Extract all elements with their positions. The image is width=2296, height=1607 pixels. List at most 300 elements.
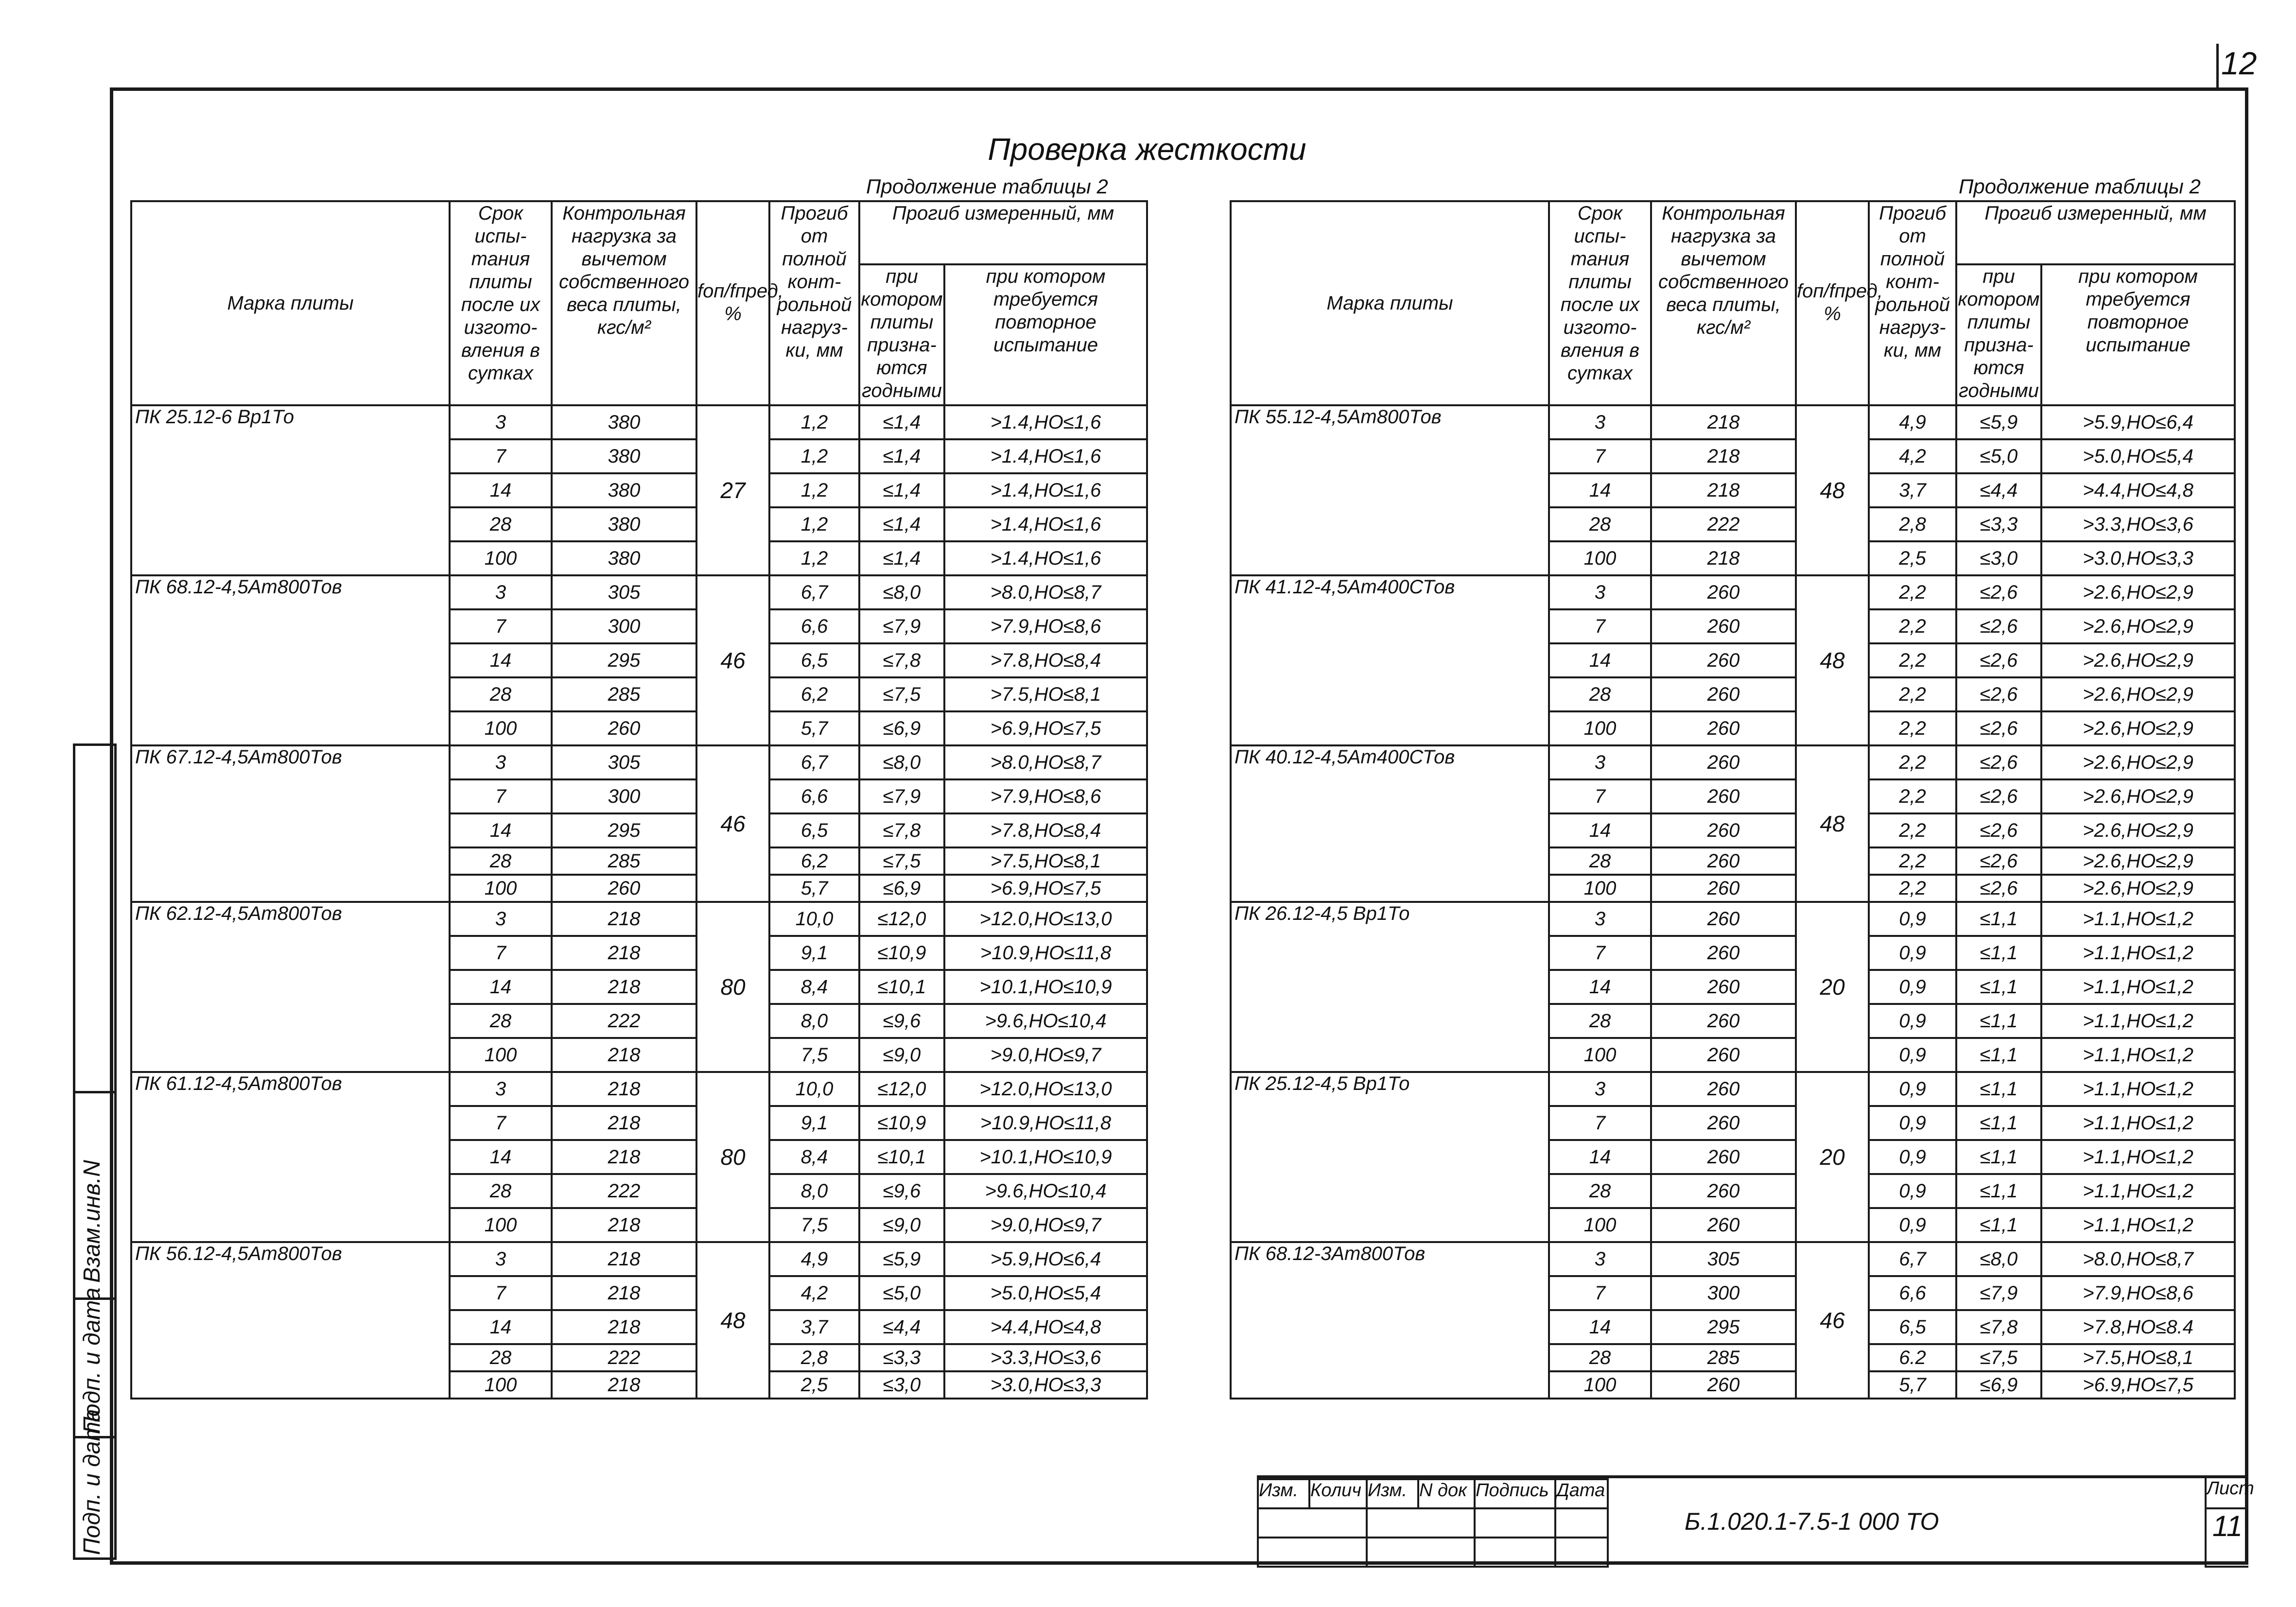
tb-cell xyxy=(1257,1537,1368,1568)
side-stamp-top-box xyxy=(73,743,117,1093)
accepted-deflection-cell: ≤1,1 xyxy=(1956,1004,2041,1038)
test-term-cell: 100 xyxy=(450,1371,552,1399)
full-deflection-cell: 7,5 xyxy=(769,1208,859,1242)
page-title: Проверка жесткости xyxy=(988,132,1306,167)
full-deflection-cell: 1,2 xyxy=(769,541,859,575)
full-deflection-cell: 10,0 xyxy=(769,1072,859,1106)
full-deflection-cell: 8,4 xyxy=(769,970,859,1004)
full-deflection-cell: 2,8 xyxy=(769,1344,859,1371)
retest-deflection-cell: >7.5,НО≤8,1 xyxy=(944,677,1147,711)
full-deflection-cell: 5,7 xyxy=(769,711,859,745)
accepted-deflection-cell: ≤1,1 xyxy=(1956,970,2041,1004)
full-deflection-cell: 6,2 xyxy=(769,677,859,711)
retest-deflection-cell: >10.9,НО≤11,8 xyxy=(944,936,1147,970)
retest-deflection-cell: >8.0,НО≤8,7 xyxy=(2041,1242,2235,1276)
full-deflection-cell: 1,2 xyxy=(769,405,859,439)
control-load-cell: 380 xyxy=(552,405,696,439)
test-term-cell: 100 xyxy=(450,711,552,745)
retest-deflection-cell: >5.0,НО≤5,4 xyxy=(2041,439,2235,473)
plate-mark: ПК 25.12-6 Вр1То xyxy=(131,405,450,575)
retest-deflection-cell: >1.4,НО≤1,6 xyxy=(944,541,1147,575)
test-term-cell: 3 xyxy=(450,575,552,609)
control-load-cell: 260 xyxy=(1651,711,1796,745)
full-deflection-cell: 4,2 xyxy=(769,1276,859,1310)
accepted-deflection-cell: ≤1,1 xyxy=(1956,902,2041,936)
tb-cell xyxy=(1257,1507,1368,1538)
full-deflection-cell: 4,9 xyxy=(769,1242,859,1276)
full-deflection-cell: 0,9 xyxy=(1869,1072,1956,1106)
test-term-cell: 100 xyxy=(1549,541,1651,575)
test-term-cell: 100 xyxy=(1549,1038,1651,1072)
retest-deflection-cell: >8.0,НО≤8,7 xyxy=(944,575,1147,609)
control-load-cell: 260 xyxy=(552,711,696,745)
full-deflection-cell: 2,5 xyxy=(1869,541,1956,575)
accepted-deflection-cell: ≤10,1 xyxy=(859,1140,944,1174)
control-load-cell: 218 xyxy=(1651,473,1796,507)
test-term-cell: 3 xyxy=(1549,1072,1651,1106)
tb-sheet-value: 11 xyxy=(2205,1507,2248,1568)
control-load-cell: 260 xyxy=(1651,902,1796,936)
retest-deflection-cell: >1.1,НО≤1,2 xyxy=(2041,1140,2235,1174)
accepted-deflection-cell: ≤1,4 xyxy=(859,507,944,541)
retest-deflection-cell: >2.6,НО≤2,9 xyxy=(2041,745,2235,779)
accepted-deflection-cell: ≤3,0 xyxy=(1956,541,2041,575)
test-term-cell: 14 xyxy=(1549,1310,1651,1344)
retest-deflection-cell: >9.6,НО≤10,4 xyxy=(944,1174,1147,1208)
accepted-deflection-cell: ≤1,1 xyxy=(1956,1106,2041,1140)
full-deflection-cell: 7,5 xyxy=(769,1038,859,1072)
full-deflection-cell: 1,2 xyxy=(769,473,859,507)
control-load-cell: 305 xyxy=(1651,1242,1796,1276)
full-deflection-cell: 8,4 xyxy=(769,1140,859,1174)
retest-deflection-cell: >2.6,НО≤2,9 xyxy=(2041,609,2235,643)
control-load-cell: 260 xyxy=(1651,1106,1796,1140)
header-mark: Марка плиты xyxy=(1231,201,1549,405)
test-term-cell: 7 xyxy=(1549,609,1651,643)
test-term-cell: 7 xyxy=(450,779,552,813)
retest-deflection-cell: >3.0,НО≤3,3 xyxy=(944,1371,1147,1399)
full-deflection-cell: 0,9 xyxy=(1869,936,1956,970)
table-row xyxy=(131,745,1147,779)
control-load-cell: 300 xyxy=(1651,1276,1796,1310)
test-term-cell: 14 xyxy=(450,813,552,847)
retest-deflection-cell: >1.1,НО≤1,2 xyxy=(2041,1174,2235,1208)
full-deflection-cell: 2,2 xyxy=(1869,779,1956,813)
control-load-cell: 218 xyxy=(552,936,696,970)
control-load-cell: 218 xyxy=(1651,405,1796,439)
table-row xyxy=(1231,1072,2235,1106)
accepted-deflection-cell: ≤2,6 xyxy=(1956,779,2041,813)
deflection-ratio-cell: 20 xyxy=(1796,1072,1869,1242)
full-deflection-cell: 5,7 xyxy=(1869,1371,1956,1399)
test-term-cell: 7 xyxy=(450,1106,552,1140)
tb-h-podpis: Подпись xyxy=(1474,1478,1556,1509)
control-load-cell: 260 xyxy=(1651,1004,1796,1038)
header-accepted: при котором плиты призна-ются годными xyxy=(1956,264,2041,405)
retest-deflection-cell: >1.4,НО≤1,6 xyxy=(944,439,1147,473)
table-row xyxy=(1231,405,2235,439)
control-load-cell: 260 xyxy=(1651,1140,1796,1174)
tb-cell xyxy=(1554,1507,1609,1538)
retest-deflection-cell: >1.1,НО≤1,2 xyxy=(2041,1106,2235,1140)
accepted-deflection-cell: ≤2,6 xyxy=(1956,575,2041,609)
full-deflection-cell: 6,5 xyxy=(769,813,859,847)
accepted-deflection-cell: ≤9,6 xyxy=(859,1004,944,1038)
test-term-cell: 7 xyxy=(450,609,552,643)
retest-deflection-cell: >10.9,НО≤11,8 xyxy=(944,1106,1147,1140)
accepted-deflection-cell: ≤7,8 xyxy=(859,643,944,677)
accepted-deflection-cell: ≤2,6 xyxy=(1956,847,2041,875)
retest-deflection-cell: >3.3,НО≤3,6 xyxy=(944,1344,1147,1371)
table-row xyxy=(1231,575,2235,609)
table-row xyxy=(131,405,1147,439)
header-full-deflection: Прогиб от полной конт-рольной нагруз-ки, мм xyxy=(769,201,859,405)
tb-h-ndok: N док xyxy=(1417,1478,1476,1509)
accepted-deflection-cell: ≤2,6 xyxy=(1956,711,2041,745)
accepted-deflection-cell: ≤6,9 xyxy=(859,711,944,745)
retest-deflection-cell: >1.1,НО≤1,2 xyxy=(2041,1038,2235,1072)
retest-deflection-cell: >2.6,НО≤2,9 xyxy=(2041,711,2235,745)
control-load-cell: 218 xyxy=(552,902,696,936)
retest-deflection-cell: >6.9,НО≤7,5 xyxy=(944,875,1147,902)
retest-deflection-cell: >3.0,НО≤3,3 xyxy=(2041,541,2235,575)
test-term-cell: 3 xyxy=(1549,575,1651,609)
control-load-cell: 218 xyxy=(1651,541,1796,575)
accepted-deflection-cell: ≤3,3 xyxy=(1956,507,2041,541)
test-term-cell: 28 xyxy=(450,847,552,875)
accepted-deflection-cell: ≤4,4 xyxy=(859,1310,944,1344)
control-load-cell: 260 xyxy=(1651,779,1796,813)
control-load-cell: 380 xyxy=(552,439,696,473)
test-term-cell: 7 xyxy=(450,936,552,970)
control-load-cell: 218 xyxy=(552,1276,696,1310)
page-number-divider xyxy=(2216,44,2219,90)
control-load-cell: 222 xyxy=(552,1174,696,1208)
control-load-cell: 260 xyxy=(1651,745,1796,779)
retest-deflection-cell: >1.1,НО≤1,2 xyxy=(2041,1004,2235,1038)
control-load-cell: 260 xyxy=(1651,575,1796,609)
full-deflection-cell: 2,2 xyxy=(1869,609,1956,643)
accepted-deflection-cell: ≤9,6 xyxy=(859,1174,944,1208)
retest-deflection-cell: >5.9,НО≤6,4 xyxy=(2041,405,2235,439)
test-term-cell: 3 xyxy=(1549,902,1651,936)
test-term-cell: 3 xyxy=(450,745,552,779)
plate-mark: ПК 25.12-4,5 Вр1То xyxy=(1231,1072,1549,1242)
title-block xyxy=(1257,1475,2254,1568)
test-term-cell: 3 xyxy=(1549,1242,1651,1276)
retest-deflection-cell: >1.1,НО≤1,2 xyxy=(2041,936,2235,970)
test-term-cell: 28 xyxy=(450,677,552,711)
retest-deflection-cell: >2.6,НО≤2,9 xyxy=(2041,813,2235,847)
retest-deflection-cell: >7.8,НО≤8.4 xyxy=(2041,1310,2235,1344)
tb-cell xyxy=(1474,1507,1556,1538)
tb-h-izm: Изм. xyxy=(1257,1478,1310,1509)
full-deflection-cell: 9,1 xyxy=(769,936,859,970)
tb-h-izm2: Изм. xyxy=(1366,1478,1419,1509)
retest-deflection-cell: >1.4,НО≤1,6 xyxy=(944,405,1147,439)
test-term-cell: 7 xyxy=(1549,779,1651,813)
continuation-label-left: Продолжение таблицы 2 xyxy=(866,175,1108,198)
document-code: Б.1.020.1-7.5-1 000 ТО xyxy=(1685,1508,1939,1535)
full-deflection-cell: 6,6 xyxy=(1869,1276,1956,1310)
test-term-cell: 100 xyxy=(1549,1208,1651,1242)
full-deflection-cell: 4,2 xyxy=(1869,439,1956,473)
test-term-cell: 100 xyxy=(450,541,552,575)
retest-deflection-cell: >1.4,НО≤1,6 xyxy=(944,473,1147,507)
accepted-deflection-cell: ≤1,4 xyxy=(859,541,944,575)
retest-deflection-cell: >1.1,НО≤1,2 xyxy=(2041,1072,2235,1106)
retest-deflection-cell: >5.9,НО≤6,4 xyxy=(944,1242,1147,1276)
full-deflection-cell: 0,9 xyxy=(1869,1038,1956,1072)
header-accepted: при котором плиты призна-ются годными xyxy=(859,264,944,405)
accepted-deflection-cell: ≤5,0 xyxy=(1956,439,2041,473)
accepted-deflection-cell: ≤7,5 xyxy=(859,677,944,711)
plate-mark: ПК 56.12-4,5Ат800Тов xyxy=(131,1242,450,1399)
accepted-deflection-cell: ≤1,4 xyxy=(859,439,944,473)
side-stamp-sign-label: Подп. и дата xyxy=(79,1287,105,1434)
test-term-cell: 7 xyxy=(1549,439,1651,473)
full-deflection-cell: 8,0 xyxy=(769,1174,859,1208)
control-load-cell: 300 xyxy=(552,609,696,643)
accepted-deflection-cell: ≤7,8 xyxy=(1956,1310,2041,1344)
header-mark: Марка плиты xyxy=(131,201,450,405)
accepted-deflection-cell: ≤3,0 xyxy=(859,1371,944,1399)
control-load-cell: 260 xyxy=(1651,936,1796,970)
test-term-cell: 28 xyxy=(1549,1004,1651,1038)
full-deflection-cell: 4,9 xyxy=(1869,405,1956,439)
retest-deflection-cell: >2.6,НО≤2,9 xyxy=(2041,847,2235,875)
full-deflection-cell: 2,2 xyxy=(1869,711,1956,745)
tb-cell xyxy=(1474,1537,1556,1568)
deflection-ratio-cell: 80 xyxy=(696,902,769,1072)
stiffness-table-right xyxy=(1230,200,2236,1400)
header-load: Контрольная нагрузка за вычетом собственного веса плиты, кгс/м² xyxy=(552,201,696,405)
accepted-deflection-cell: ≤10,9 xyxy=(859,936,944,970)
control-load-cell: 295 xyxy=(552,813,696,847)
control-load-cell: 305 xyxy=(552,745,696,779)
accepted-deflection-cell: ≤10,9 xyxy=(859,1106,944,1140)
retest-deflection-cell: >6.9,НО≤7,5 xyxy=(944,711,1147,745)
plate-mark: ПК 68.12-3Ат800Тов xyxy=(1231,1242,1549,1399)
full-deflection-cell: 6,7 xyxy=(1869,1242,1956,1276)
header-retest: при котором требуется повторное испытание xyxy=(944,264,1147,405)
control-load-cell: 218 xyxy=(552,1371,696,1399)
full-deflection-cell: 6,7 xyxy=(769,575,859,609)
control-load-cell: 260 xyxy=(1651,970,1796,1004)
accepted-deflection-cell: ≤12,0 xyxy=(859,1072,944,1106)
retest-deflection-cell: >2.6,НО≤2,9 xyxy=(2041,779,2235,813)
retest-deflection-cell: >5.0,НО≤5,4 xyxy=(944,1276,1147,1310)
deflection-ratio-cell: 48 xyxy=(696,1242,769,1399)
retest-deflection-cell: >12.0,НО≤13,0 xyxy=(944,1072,1147,1106)
table-row xyxy=(131,1072,1147,1106)
tb-cell xyxy=(1366,1537,1476,1568)
full-deflection-cell: 6,6 xyxy=(769,779,859,813)
header-measured: Прогиб измеренный, мм xyxy=(1956,201,2235,264)
accepted-deflection-cell: ≤7,5 xyxy=(1956,1344,2041,1371)
test-term-cell: 28 xyxy=(1549,1344,1651,1371)
test-term-cell: 3 xyxy=(450,1072,552,1106)
test-term-cell: 100 xyxy=(1549,1371,1651,1399)
test-term-cell: 3 xyxy=(450,902,552,936)
control-load-cell: 218 xyxy=(1651,439,1796,473)
plate-mark: ПК 61.12-4,5Ат800Тов xyxy=(131,1072,450,1242)
full-deflection-cell: 5,7 xyxy=(769,875,859,902)
control-load-cell: 218 xyxy=(552,1072,696,1106)
control-load-cell: 260 xyxy=(1651,609,1796,643)
accepted-deflection-cell: ≤2,6 xyxy=(1956,875,2041,902)
accepted-deflection-cell: ≤2,6 xyxy=(1956,745,2041,779)
test-term-cell: 14 xyxy=(450,970,552,1004)
control-load-cell: 218 xyxy=(552,1140,696,1174)
retest-deflection-cell: >4.4,НО≤4,8 xyxy=(944,1310,1147,1344)
full-deflection-cell: 6,2 xyxy=(769,847,859,875)
control-load-cell: 260 xyxy=(1651,813,1796,847)
control-load-cell: 260 xyxy=(1651,1208,1796,1242)
table-row xyxy=(131,1242,1147,1276)
test-term-cell: 100 xyxy=(1549,711,1651,745)
retest-deflection-cell: >9.6,НО≤10,4 xyxy=(944,1004,1147,1038)
test-term-cell: 7 xyxy=(450,1276,552,1310)
full-deflection-cell: 10,0 xyxy=(769,902,859,936)
test-term-cell: 28 xyxy=(1549,507,1651,541)
accepted-deflection-cell: ≤2,6 xyxy=(1956,609,2041,643)
full-deflection-cell: 0,9 xyxy=(1869,902,1956,936)
tb-sheet-label: Лист xyxy=(2205,1478,2248,1509)
full-deflection-cell: 6,7 xyxy=(769,745,859,779)
control-load-cell: 295 xyxy=(1651,1310,1796,1344)
retest-deflection-cell: >8.0,НО≤8,7 xyxy=(944,745,1147,779)
control-load-cell: 260 xyxy=(1651,643,1796,677)
full-deflection-cell: 1,2 xyxy=(769,439,859,473)
accepted-deflection-cell: ≤6,9 xyxy=(859,875,944,902)
accepted-deflection-cell: ≤7,8 xyxy=(859,813,944,847)
full-deflection-cell: 2,2 xyxy=(1869,745,1956,779)
full-deflection-cell: 1,2 xyxy=(769,507,859,541)
tb-h-data: Дата xyxy=(1554,1478,1609,1509)
control-load-cell: 260 xyxy=(1651,1371,1796,1399)
accepted-deflection-cell: ≤2,6 xyxy=(1956,677,2041,711)
control-load-cell: 222 xyxy=(552,1344,696,1371)
test-term-cell: 28 xyxy=(450,1004,552,1038)
control-load-cell: 260 xyxy=(1651,677,1796,711)
retest-deflection-cell: >7.5,НО≤8,1 xyxy=(944,847,1147,875)
full-deflection-cell: 2,2 xyxy=(1869,813,1956,847)
control-load-cell: 380 xyxy=(552,473,696,507)
accepted-deflection-cell: ≤5,0 xyxy=(859,1276,944,1310)
control-load-cell: 222 xyxy=(1651,507,1796,541)
control-load-cell: 260 xyxy=(1651,875,1796,902)
retest-deflection-cell: >1.1,НО≤1,2 xyxy=(2041,902,2235,936)
test-term-cell: 7 xyxy=(1549,1106,1651,1140)
retest-deflection-cell: >4.4,НО≤4,8 xyxy=(2041,473,2235,507)
test-term-cell: 28 xyxy=(1549,1174,1651,1208)
full-deflection-cell: 6,5 xyxy=(1869,1310,1956,1344)
accepted-deflection-cell: ≤2,6 xyxy=(1956,813,2041,847)
tb-cell xyxy=(1366,1507,1476,1538)
header-retest: при котором требуется повторное испытание xyxy=(2041,264,2235,405)
control-load-cell: 260 xyxy=(1651,1174,1796,1208)
retest-deflection-cell: >7.8,НО≤8,4 xyxy=(944,813,1147,847)
accepted-deflection-cell: ≤2,6 xyxy=(1956,643,2041,677)
retest-deflection-cell: >7.8,НО≤8,4 xyxy=(944,643,1147,677)
full-deflection-cell: 2,2 xyxy=(1869,575,1956,609)
table-row xyxy=(131,575,1147,609)
full-deflection-cell: 0,9 xyxy=(1869,1174,1956,1208)
table-row xyxy=(1231,745,2235,779)
test-term-cell: 14 xyxy=(1549,813,1651,847)
accepted-deflection-cell: ≤5,9 xyxy=(859,1242,944,1276)
test-term-cell: 28 xyxy=(1549,677,1651,711)
full-deflection-cell: 2,8 xyxy=(1869,507,1956,541)
control-load-cell: 295 xyxy=(552,643,696,677)
control-load-cell: 260 xyxy=(1651,847,1796,875)
test-term-cell: 3 xyxy=(1549,405,1651,439)
test-term-cell: 7 xyxy=(450,439,552,473)
test-term-cell: 14 xyxy=(1549,643,1651,677)
stiffness-table-left xyxy=(130,200,1148,1400)
test-term-cell: 100 xyxy=(450,1038,552,1072)
accepted-deflection-cell: ≤1,1 xyxy=(1956,1072,2041,1106)
header-term: Срок испы-тания плиты после их изгото-вления в сутках xyxy=(450,201,552,405)
full-deflection-cell: 2,2 xyxy=(1869,643,1956,677)
retest-deflection-cell: >9.0,НО≤9,7 xyxy=(944,1038,1147,1072)
retest-deflection-cell: >1.1,НО≤1,2 xyxy=(2041,1208,2235,1242)
control-load-cell: 260 xyxy=(1651,1038,1796,1072)
control-load-cell: 218 xyxy=(552,1038,696,1072)
table-row xyxy=(1231,902,2235,936)
full-deflection-cell: 0,9 xyxy=(1869,1208,1956,1242)
accepted-deflection-cell: ≤1,1 xyxy=(1956,1038,2041,1072)
table-row xyxy=(131,902,1147,936)
test-term-cell: 3 xyxy=(1549,745,1651,779)
plate-mark: ПК 40.12-4,5Ат400СТов xyxy=(1231,745,1549,902)
retest-deflection-cell: >7.9,НО≤8,6 xyxy=(2041,1276,2235,1310)
retest-deflection-cell: >6.9,НО≤7,5 xyxy=(2041,1371,2235,1399)
accepted-deflection-cell: ≤1,1 xyxy=(1956,936,2041,970)
accepted-deflection-cell: ≤5,9 xyxy=(1956,405,2041,439)
test-term-cell: 28 xyxy=(450,1174,552,1208)
full-deflection-cell: 6,5 xyxy=(769,643,859,677)
accepted-deflection-cell: ≤1,4 xyxy=(859,405,944,439)
accepted-deflection-cell: ≤7,9 xyxy=(1956,1276,2041,1310)
control-load-cell: 285 xyxy=(552,847,696,875)
test-term-cell: 14 xyxy=(450,643,552,677)
accepted-deflection-cell: ≤4,4 xyxy=(1956,473,2041,507)
accepted-deflection-cell: ≤8,0 xyxy=(859,745,944,779)
side-stamp-inv-label: Взам.инв.N xyxy=(79,1160,105,1283)
plate-mark: ПК 68.12-4,5Ат800Тов xyxy=(131,575,450,745)
retest-deflection-cell: >10.1,НО≤10,9 xyxy=(944,1140,1147,1174)
full-deflection-cell: 0,9 xyxy=(1869,970,1956,1004)
tb-cell xyxy=(1554,1537,1609,1568)
test-term-cell: 3 xyxy=(450,1242,552,1276)
test-term-cell: 28 xyxy=(1549,847,1651,875)
control-load-cell: 218 xyxy=(552,1242,696,1276)
retest-deflection-cell: >7.9,НО≤8,6 xyxy=(944,779,1147,813)
full-deflection-cell: 2,5 xyxy=(769,1371,859,1399)
side-stamp-sign-label-2: Подп. и дата xyxy=(79,1409,105,1555)
plate-mark: ПК 67.12-4,5Ат800Тов xyxy=(131,745,450,902)
retest-deflection-cell: >2.6,НО≤2,9 xyxy=(2041,875,2235,902)
full-deflection-cell: 6,6 xyxy=(769,609,859,643)
control-load-cell: 218 xyxy=(552,1106,696,1140)
accepted-deflection-cell: ≤3,3 xyxy=(859,1344,944,1371)
retest-deflection-cell: >10.1,НО≤10,9 xyxy=(944,970,1147,1004)
accepted-deflection-cell: ≤7,9 xyxy=(859,609,944,643)
table-row xyxy=(1231,1242,2235,1276)
accepted-deflection-cell: ≤8,0 xyxy=(859,575,944,609)
